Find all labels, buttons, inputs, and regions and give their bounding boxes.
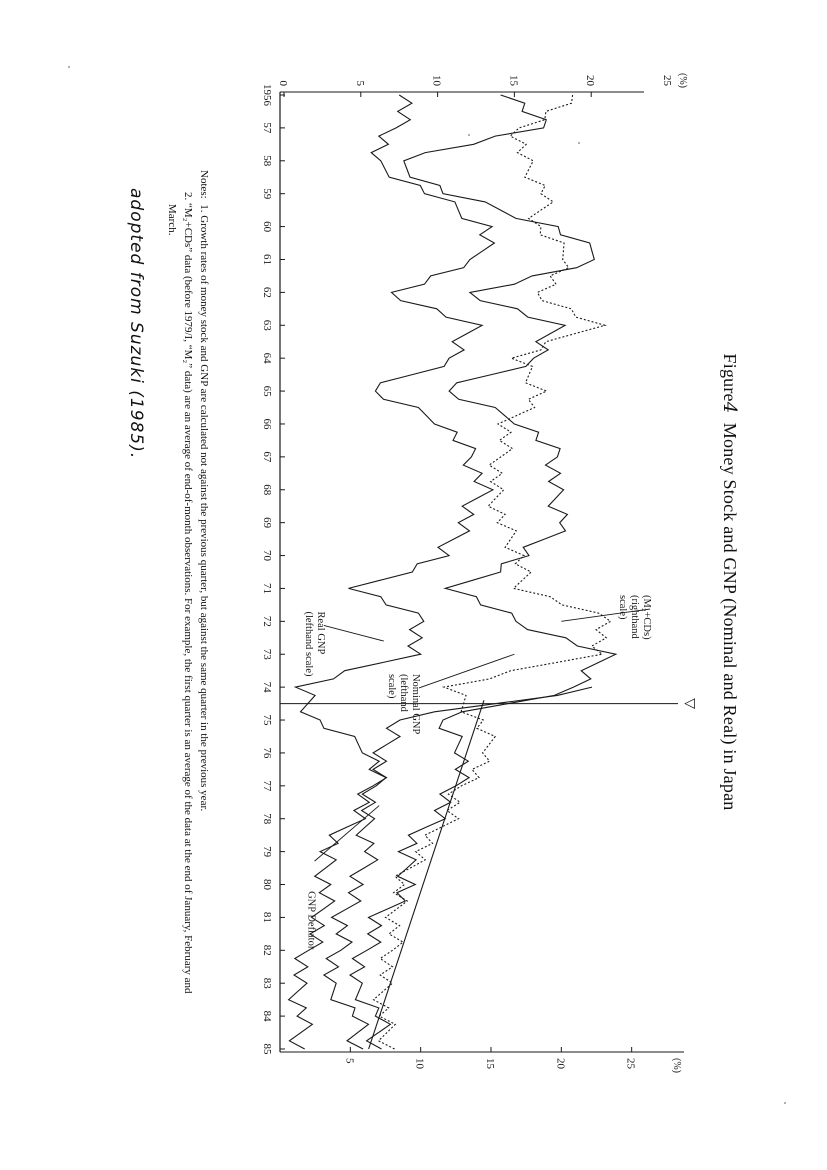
x-tick-label: 84: [261, 1010, 273, 1022]
figure-notes: [164, 170, 212, 1000]
left-tick-label: 10: [430, 75, 443, 86]
x-tick-label: 62: [261, 286, 273, 298]
scan-speck: [68, 66, 70, 68]
note-1: 1. Growth rates of money stock and GNP are calculated not against the previous quarter, but against the same quarter in the previous year.: [198, 204, 210, 812]
x-tick-label: 1956: [261, 84, 273, 106]
series-label: (righthand: [629, 595, 640, 639]
series-label: (M₂+CDs): [641, 595, 652, 640]
x-tick-label: 63: [261, 319, 273, 331]
x-tick-label: 66: [261, 418, 273, 430]
series-label: (lefthand: [398, 673, 410, 712]
series-leader-line: [315, 806, 380, 862]
scan-speck: [784, 1102, 786, 1104]
x-tick-label: 78: [261, 813, 273, 825]
x-tick-label: 71: [261, 582, 273, 594]
series-leader-line: [419, 654, 514, 688]
x-tick-label: 73: [261, 648, 273, 660]
x-tick-label: 67: [261, 451, 273, 463]
x-tick-label: 79: [261, 846, 273, 858]
figure-number: 4: [719, 401, 740, 414]
x-tick-label: 70: [261, 550, 273, 562]
series-leader-line: [324, 625, 384, 641]
series-label: GNP Deflator: [305, 891, 317, 950]
x-tick-label: 60: [261, 221, 273, 233]
series-line-gnp-deflator: [289, 687, 592, 1049]
x-tick-label: 64: [261, 352, 273, 364]
left-axis-unit: (%): [677, 73, 688, 88]
x-tick-label: 58: [261, 155, 273, 167]
x-tick-label: 85: [261, 1043, 273, 1055]
figure-title-text: Money Stock and GNP (Nominal and Real) in Japan: [720, 422, 740, 811]
series-label: scale): [386, 673, 398, 699]
x-tick-label: 74: [261, 681, 273, 693]
series-label: Nominal GNP: [410, 673, 422, 735]
right-tick-label: 15: [484, 1058, 496, 1069]
triangle-marker: ▽: [682, 698, 698, 709]
left-tick-label: 25: [661, 75, 673, 86]
figure-title-prefix: Figure: [720, 353, 740, 402]
left-tick-label: 15: [507, 75, 520, 86]
source-annotation: [126, 188, 146, 459]
x-tick-label: 81: [261, 911, 273, 923]
x-tick-label: 59: [261, 188, 273, 200]
x-tick-label: 83: [261, 977, 273, 989]
left-tick-label: 20: [584, 75, 597, 86]
left-tick-label: 5: [353, 80, 366, 86]
series-line-nominal-gnp: [350, 95, 616, 1049]
note-2: 2. “M₂+CDs” data (before 1979/I, “M₂” data) are an average of end-of-month observations. For example, the first quarter is an average of the data at the end of January, February and March.: [166, 192, 194, 994]
left-tick-label: 0: [277, 80, 289, 86]
right-tick-label: 25: [624, 1058, 637, 1069]
x-tick-label: 75: [261, 714, 273, 726]
right-tick-label: 5: [343, 1058, 356, 1064]
trend-line-m2: [369, 700, 484, 1049]
x-tick-label: 72: [261, 615, 273, 627]
source-text: adopted from Suzuki (1985).: [126, 188, 146, 460]
series-label: (lefthand scale): [302, 611, 314, 677]
x-tick-label: 65: [261, 385, 273, 397]
right-tick-label: 10: [413, 1058, 426, 1069]
series-line--m2-cds-: [374, 95, 611, 1049]
series-label: scale): [617, 595, 628, 620]
x-tick-label: 61: [261, 253, 273, 265]
x-tick-label: 57: [261, 122, 273, 134]
right-tick-label: 20: [554, 1058, 567, 1069]
series-label: Real GNP: [314, 611, 326, 655]
x-tick-label: 82: [261, 944, 273, 956]
x-tick-label: 77: [261, 780, 273, 792]
rotated-figure: [82, 2, 742, 1162]
notes-label: Notes:: [198, 170, 210, 199]
right-axis-unit: (%): [671, 1058, 682, 1073]
x-tick-label: 68: [261, 484, 273, 496]
x-tick-label: 69: [261, 517, 273, 529]
x-tick-label: 80: [261, 879, 273, 891]
x-tick-label: 76: [261, 747, 273, 759]
